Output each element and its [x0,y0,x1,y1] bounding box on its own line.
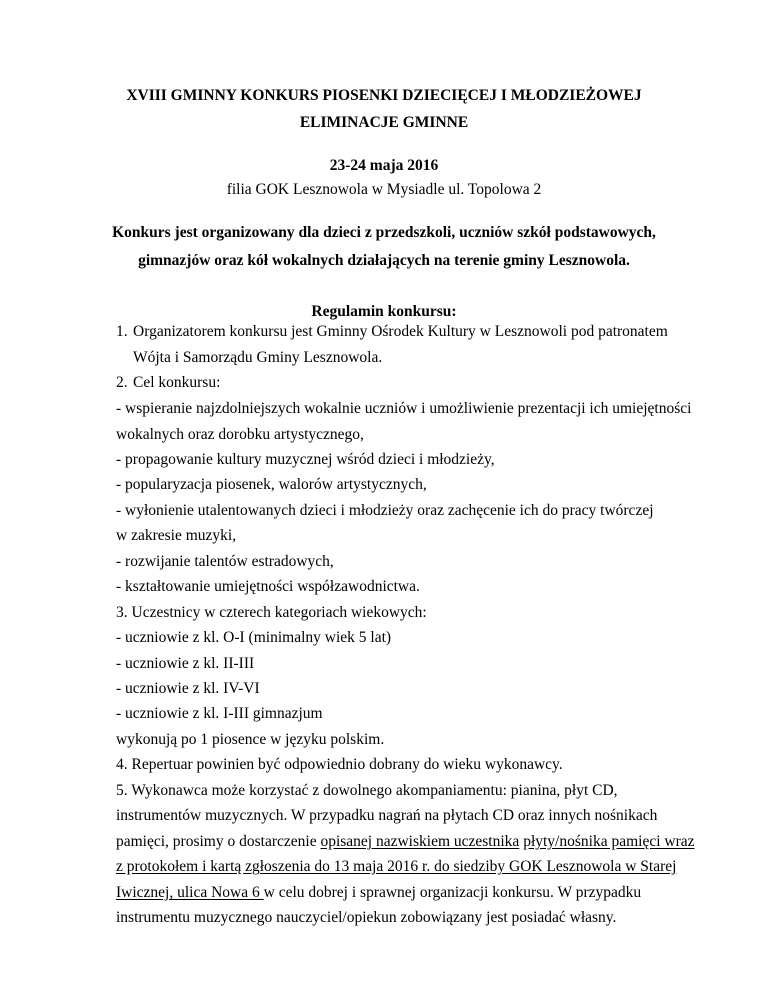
rule-3: 3. Uczestnicy w czterech kategoriach wiekowych: [116,604,427,621]
underlined-text: opisanej nazwiskiem uczestnika [320,833,520,850]
title-line-2: ELIMINACJE GMINNE [299,114,469,131]
rule-4: 4. Repertuar powinien być odpowiednio dobrany do wieku wykonawcy. [116,756,563,773]
rule-1-line-2: Wójta i Samorządu Gminy Lesznowola. [133,349,383,366]
rule-5-line-2: instrumentów muzycznych. W przypadku nagrań na płytach CD oraz innych nośnikach [116,807,658,824]
category-item: - uczniowie z kl. O-I (minimalny wiek 5 lat) [116,629,392,646]
rule-2-number: 2. [116,374,128,391]
intro-line-1: Konkurs jest organizowany dla dzieci z przedszkoli, uczniów szkół podstawowych, [112,224,656,241]
rule-5-line-1: 5. Wykonawca może korzystać z dowolnego akompaniamentu: pianina, płyt CD, [116,782,618,799]
rule-5-text: w celu dobrej i sprawnej organizacji konkursu. W przypadku [263,884,642,901]
category-item: - uczniowie z kl. IV-VI [116,680,260,697]
event-venue: filia GOK Lesznowola w Mysiadle ul. Topolowa 2 [226,181,542,198]
goal-line: - wspieranie najzdolniejszych wokalnie uczniów i umożliwienie prezentacji ich umiejętności [116,400,692,417]
event-date: 23-24 maja 2016 [329,157,439,174]
rule-3-after: wykonują po 1 piosence w języku polskim. [116,731,385,748]
rule-5-line-4 [116,857,676,877]
category-item: - uczniowie z kl. II-III [116,655,255,672]
goal-line: w zakresie muzyki, [116,527,237,544]
underlined-text: płyty/nośnika pamięci wraz [523,833,695,850]
rule-2-title: Cel konkursu: [133,374,221,391]
underlined-text: z protokołem i kartą zgłoszenia do 13 maja 2016 r. do siedziby GOK Lesznowola w Starej [116,858,677,875]
goal-line: - propagowanie kultury muzycznej wśród dzieci i młodzieży, [116,451,495,468]
rule-1-line-1: Organizatorem konkursu jest Gminny Ośrodek Kultury w Lesznowoli pod patronatem [133,323,668,340]
intro-line-2: gimnazjów oraz kół wokalnych działających na terenie gminy Lesznowola. [138,252,630,269]
goal-line: - kształtowanie umiejętności współzawodnictwa. [116,578,420,595]
rule-1-number: 1. [116,323,128,340]
goal-line: - rozwijanie talentów estradowych, [116,553,334,570]
goal-line: wokalnych oraz dorobku artystycznego, [116,426,364,443]
rules-heading: Regulamin konkursu: [311,303,457,320]
goal-line: - wyłonienie utalentowanych dzieci i młodzieży oraz zachęcenie ich do pracy twórczej [116,502,654,519]
underlined-text: Iwicznej, ulica Nowa 6 [116,884,264,901]
goal-line: - popularyzacja piosenek, walorów artystycznych, [116,476,427,493]
title-line-1: XVIII GMINNY KONKURS PIOSENKI DZIECIĘCEJ I MŁODZIEŻOWEJ [126,87,642,104]
rule-5-line-6: instrumentu muzycznego nauczyciel/opiekun zobowiązany jest posiadać własny. [116,909,617,926]
rule-5-line-5 [116,883,641,903]
category-item: - uczniowie z kl. I-III gimnazjum [116,705,323,722]
rule-5-line-3 [116,832,695,852]
rule-5-text: pamięci, prosimy o dostarczenie [116,833,321,850]
